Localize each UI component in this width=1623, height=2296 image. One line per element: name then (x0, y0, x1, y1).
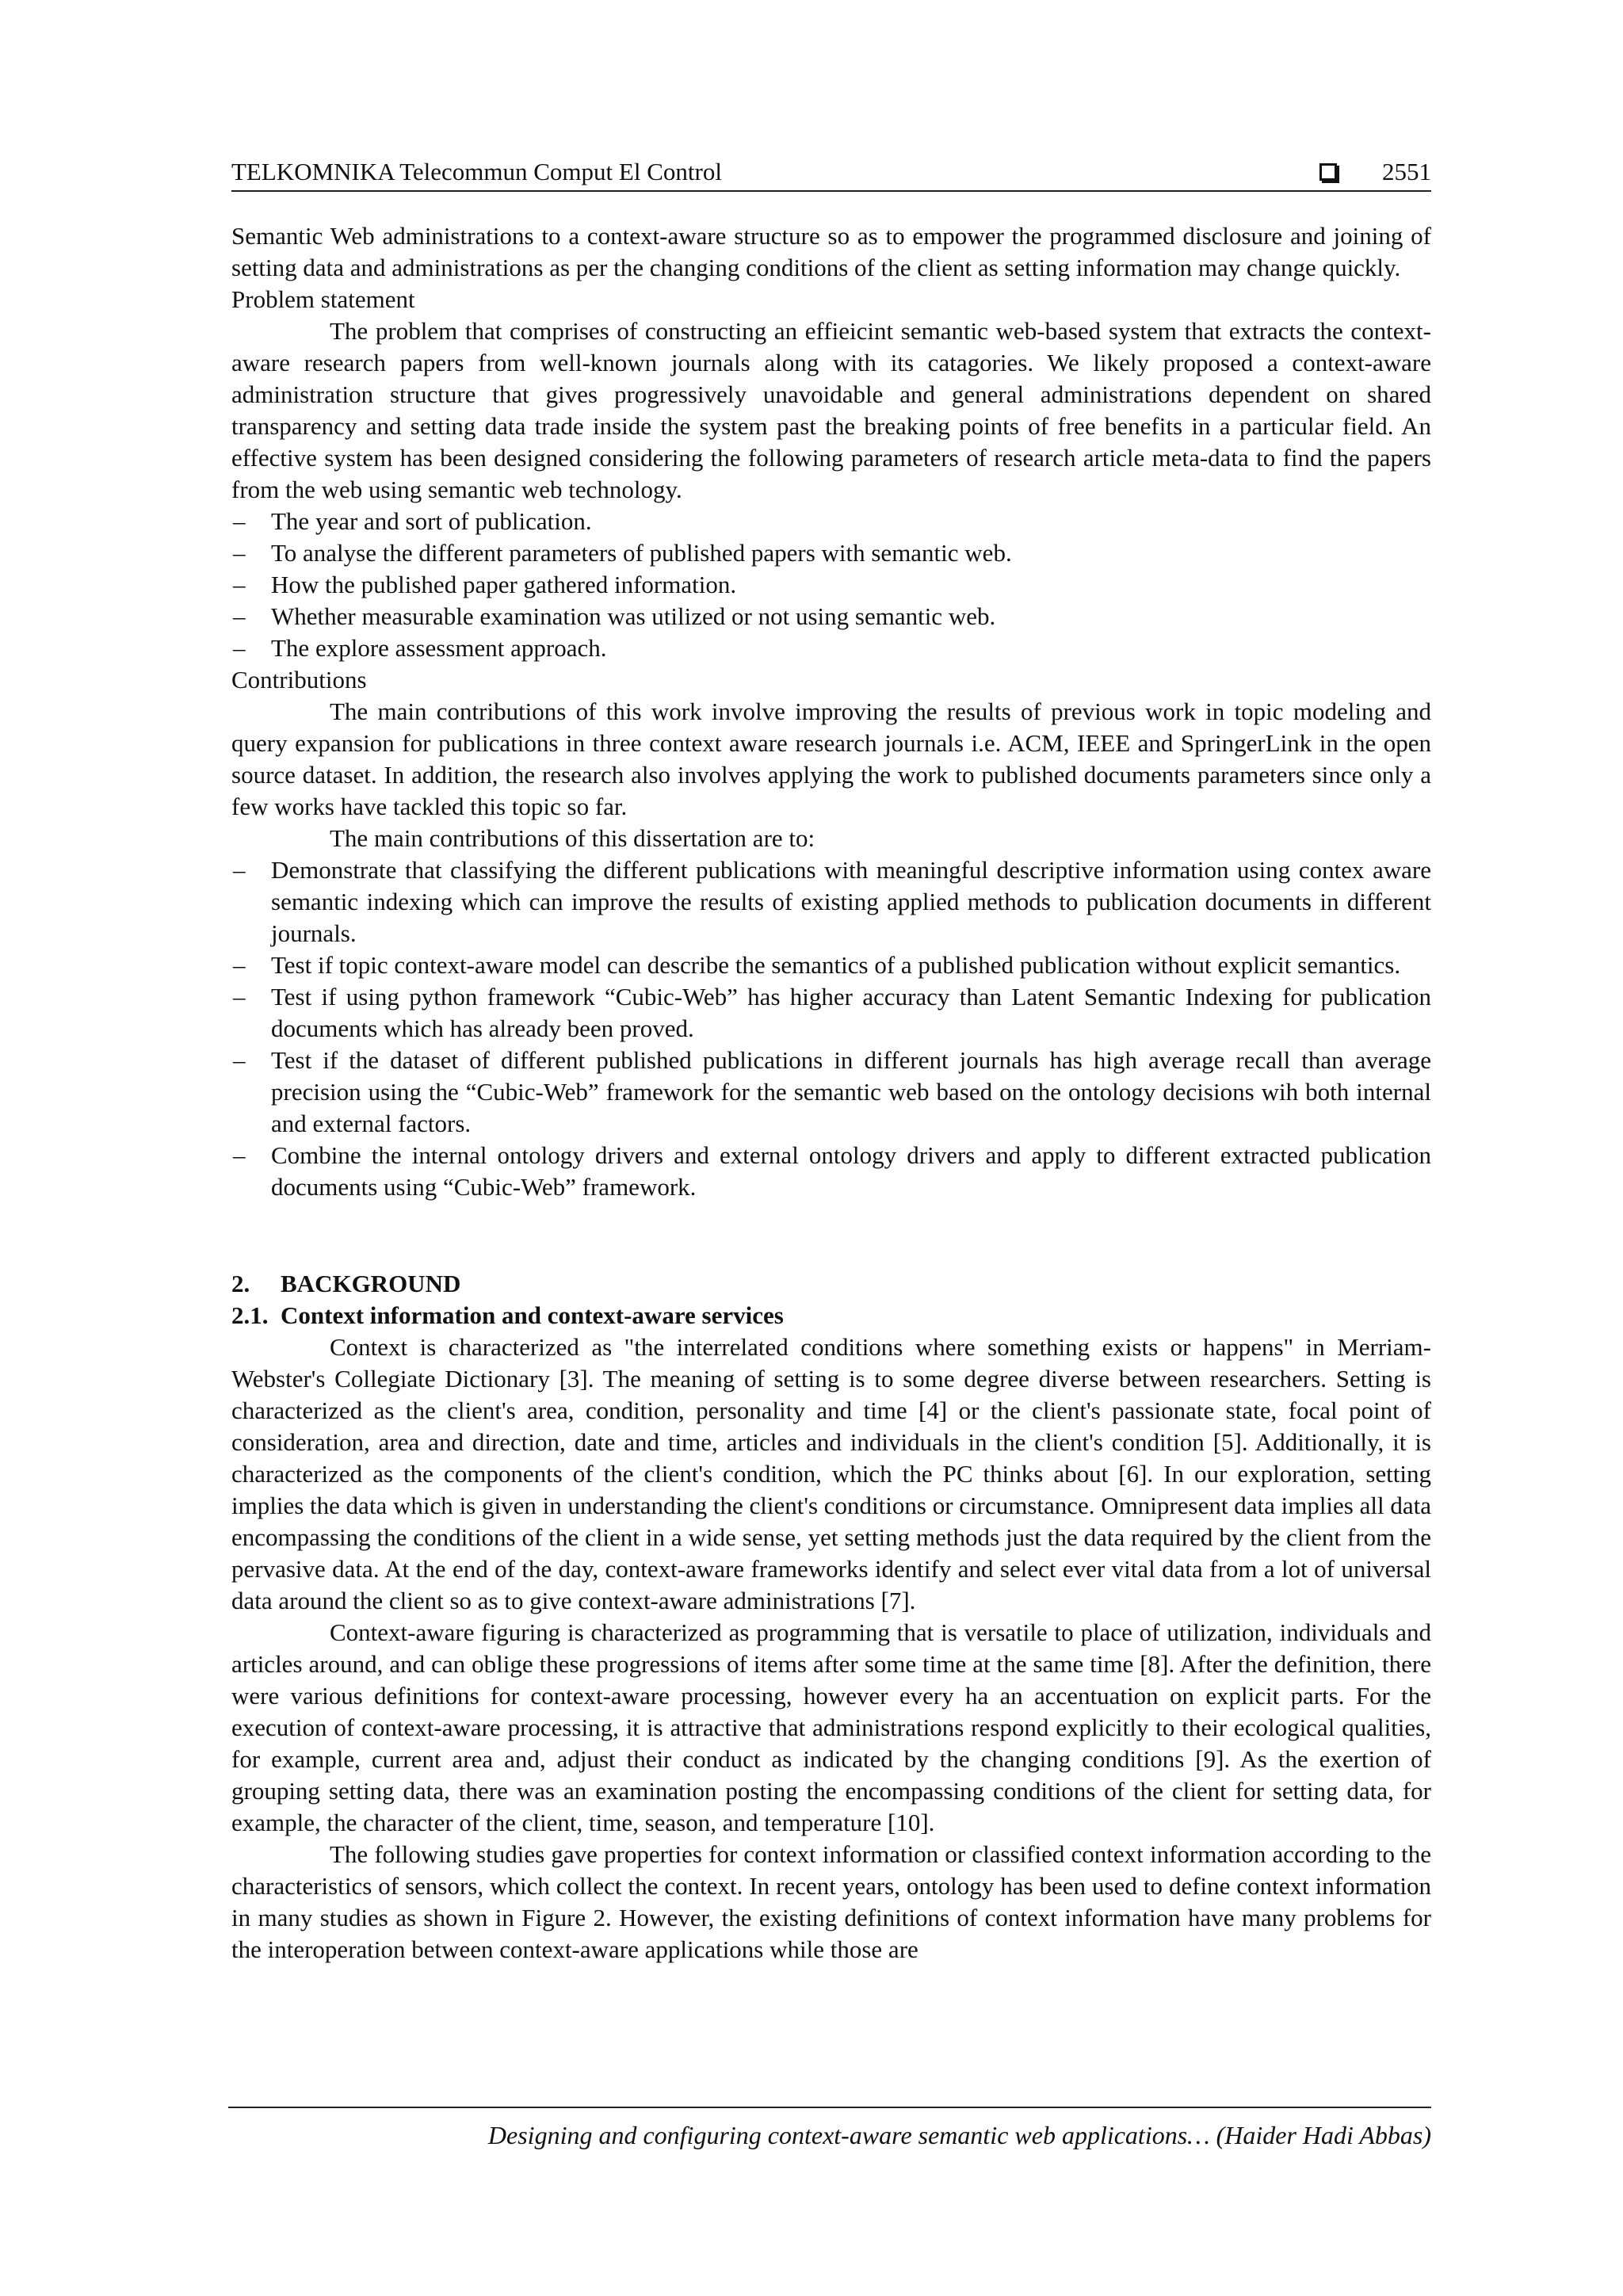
dash-bullet: – (233, 634, 246, 662)
square-bullet-icon (1319, 163, 1337, 181)
background-paragraph-1: Context is characterized as "the interrelated conditions where something exists or happens" in Merriam-Webster's Collegiate Dictionary [3]. The meaning of setting is to some degree diverse between researchers. Setting is characterized as the client's area, condition, personality and time [4] or the client's passionate state, focal point of consideration, area and direction, date and time, articles and individuals in the client's condition [5]. Additionally, it is characterized as the components of the client's condition, which the PC thinks about [6]. In our exploration, setting implies the data which is given in understanding the client's conditions or circumstance. Omnipresent data implies all data encompassing the conditions of the client in a wide sense, yet setting methods just the data required by the client from the pervasive data. At the end of the day, context-aware frameworks identify and select ever vital data from a lot of universal data around the client so as to give context-aware administrations [7]. (231, 1333, 1431, 1614)
page-header (231, 154, 1431, 192)
problem-statement-heading: Problem statement (231, 285, 415, 313)
dash-bullet: – (233, 539, 246, 567)
list-item: – Whether measurable examination was utilized or not using semantic web. (231, 601, 1431, 632)
dash-bullet: – (233, 856, 246, 884)
page-number: 2551 (1382, 158, 1431, 185)
intro-paragraph: Semantic Web administrations to a context-aware structure so as to empower the programmed disclosure and joining of setting data and administrations as per the changing conditions of the client as setting information may change quickly. (231, 222, 1431, 281)
dash-bullet: – (233, 1046, 246, 1074)
list-item: – Test if the dataset of different published publications in different journals has high average recall than average precision using the “Cubic-Web” framework for the semantic web based on the ontology decisions wih both internal and external factors. (233, 1046, 1431, 1137)
dash-bullet: – (233, 507, 246, 535)
page-body (231, 220, 1431, 1966)
background-paragraph-3: The following studies gave properties for context information or classified context information according to the characteristics of sensors, which collect the context. In recent years, ontology has been used to define context information in many studies as shown in Figure 2. However, the existing definitions of context information have many problems for the interoperation between context-aware applications while those are (231, 1840, 1431, 1963)
contributions-list (231, 854, 1431, 1203)
subsection-heading-context: 2.1. Context information and context-aware services (231, 1301, 784, 1329)
dash-bullet: – (233, 983, 246, 1010)
dash-bullet: – (233, 951, 246, 979)
list-item: – Test if using python framework “Cubic-Web” has higher accuracy than Latent Semantic Indexing for publication documents which has already been proved. (233, 983, 1431, 1042)
list-item: – Combine the internal ontology drivers and external ontology drivers and apply to different extracted publication documents using “Cubic-Web” framework. (233, 1141, 1431, 1201)
running-title: Designing and configuring context-aware semantic web applications… (Haider Hadi Abbas) (487, 2121, 1431, 2149)
dash-bullet: – (233, 1141, 246, 1169)
contributions-intro: The main contributions of this dissertation are to: (330, 824, 815, 852)
problem-statement-list (231, 506, 1431, 664)
list-item: – Test if topic context-aware model can describe the semantics of a published publication without explicit semantics. (231, 949, 1431, 981)
list-item: – Demonstrate that classifying the different publications with meaningful descriptive information using contex aware semantic indexing which can improve the results of existing applied methods to publication documents in different journals. (233, 856, 1431, 947)
list-item: – The year and sort of publication. (231, 506, 1431, 537)
list-item: – To analyse the different parameters of published papers with semantic web. (231, 537, 1431, 569)
journal-title: TELKOMNIKA Telecommun Comput El Control (231, 158, 722, 185)
section-heading-background: 2. BACKGROUND (231, 1270, 461, 1297)
list-item: – How the published paper gathered information. (231, 569, 1431, 601)
contributions-paragraph: The main contributions of this work involve improving the results of previous work in topic modeling and query expansion for publications in three context aware research journals i.e. ACM, IEEE and SpringerLink in the open source dataset. In addition, the research also involves applying the work to published documents parameters since only a few works have tackled this topic so far. (231, 697, 1431, 820)
list-item: – The explore assessment approach. (231, 632, 1431, 664)
contributions-heading: Contributions (231, 666, 367, 693)
page-footer (228, 2107, 1431, 2149)
problem-statement-paragraph: The problem that comprises of constructing an effieicint semantic web-based system that extracts the context-aware research papers from well-known journals along with its catagories. We likely proposed a context-aware administration structure that gives progressively unavoidable and general administrations dependent on shared transparency and setting data trade inside the system past the breaking points of free benefits in a particular field. An effective system has been designed considering the following parameters of research article meta-data to find the papers from the web using semantic web technology. (231, 317, 1431, 503)
background-paragraph-2: Context-aware figuring is characterized as programming that is versatile to place of utilization, individuals and articles around, and can oblige these progressions of items after some time at the same time [8]. After the definition, there were various definitions for context-aware processing, however every ha an accentuation on explicit parts. For the execution of context-aware processing, it is attractive that administrations respond explicitly to their ecological qualities, for example, current area and, adjust their conduct as indicated by the changing conditions [9]. As the exertion of grouping setting data, there was an examination posting the encompassing conditions of the client for setting data, for example, the character of the client, time, season, and temperature [10]. (231, 1618, 1431, 1836)
dash-bullet: – (233, 602, 246, 630)
dash-bullet: – (233, 571, 246, 598)
